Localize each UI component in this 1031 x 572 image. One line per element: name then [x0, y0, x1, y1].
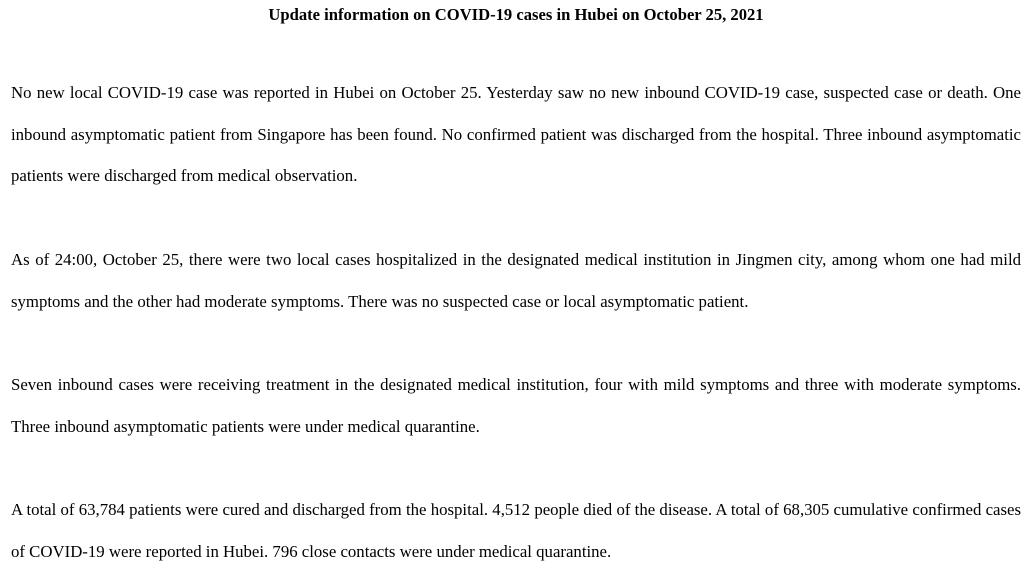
document-title: Update information on COVID-19 cases in Hubei on October 25, 2021	[268, 5, 764, 24]
paragraph-local-cases: As of 24:00, October 25, there were two local cases hospitalized in the designated medical institution in Jingmen city, among whom one had mild symptoms and the other had moderate symptoms. There was no suspected case or local asymptomatic patient.	[11, 249, 1021, 311]
paragraph-cumulative-totals: A total of 63,784 patients were cured and discharged from the hospital. 4,512 people died of the disease. A total of 68,305 cumulative confirmed cases of COVID-19 were reported in Hubei. 796 close contacts were under medical quarantine.	[11, 499, 1021, 561]
paragraph-new-cases: No new local COVID-19 case was reported in Hubei on October 25. Yesterday saw no new inbound COVID-19 case, suspected case or death. One inbound asymptomatic patient from Singapore has been found. No confirmed patient was discharged from the hospital. Three inbound asymptomatic patients were discharged from medical observation.	[11, 83, 1021, 186]
paragraph-inbound-cases: Seven inbound cases were receiving treatment in the designated medical institution, four with mild symptoms and three with moderate symptoms. Three inbound asymptomatic patients were under medical quarantine.	[11, 374, 1021, 436]
